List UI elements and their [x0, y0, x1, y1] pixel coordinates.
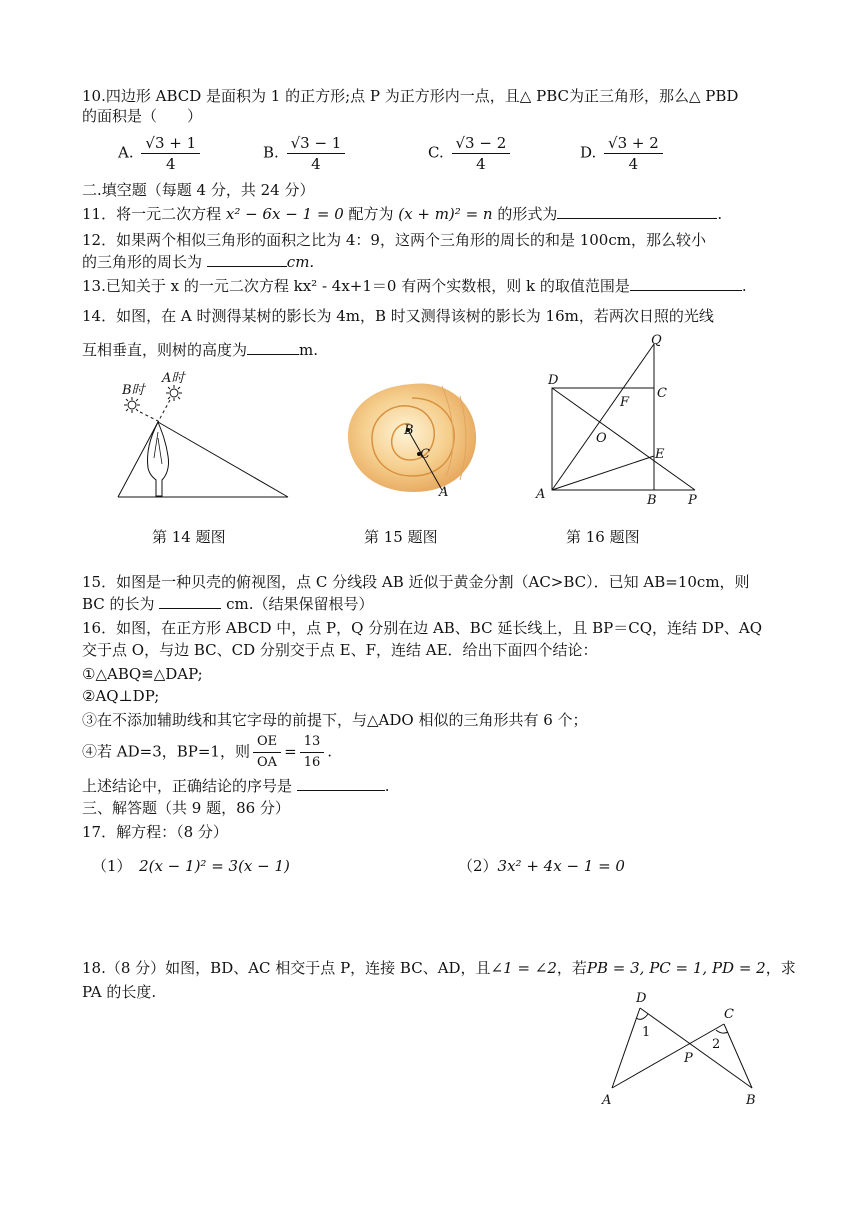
q10-option-a: A. $\frac{√3 + 1}{4}$ — [118, 133, 203, 174]
q16-conclusion-4: ④若 AD=3，BP=1，则 $\frac{OE}{OA}$ = $\frac{13}{16}$ . — [82, 734, 333, 770]
figure-18 — [596, 988, 776, 1112]
section-2-title: 二.填空题（每题 4 分，共 24 分） — [82, 181, 315, 199]
q10-line1: 10.四边形 ABCD 是面积为 1 的正方形;点 P 为正方形内一点，且△ PBC为正三角形，那么△ PBD — [82, 87, 739, 105]
fig15-label-c: C — [420, 447, 430, 462]
q15-line1: 15．如图是一种贝壳的俯视图，点 C 分线段 AB 近似于黄金分割（AC>BC）．已知 AB=10cm，则 — [82, 573, 750, 591]
fig18-label-2: 2 — [712, 1037, 721, 1052]
q16-conclusion-1: ①△ABQ≌△DAP; — [82, 665, 203, 683]
fig18-label-1: 1 — [642, 1025, 651, 1040]
q14-line2: 互相垂直，则树的高度为 m. — [82, 341, 319, 359]
figure-16 — [530, 332, 710, 512]
fig16-label-d: D — [548, 373, 559, 388]
fig15-label-a: A — [439, 485, 449, 500]
q17-title: 17．解方程：（8 分） — [82, 823, 228, 841]
fig18-label-a: A — [602, 1093, 612, 1108]
sun-icon-b — [124, 397, 140, 413]
fig16-label-c: C — [657, 386, 667, 401]
fig16-label-o: O — [596, 431, 607, 446]
q15-line2: BC 的长为 cm.（结果保留根号） — [82, 595, 374, 613]
q17-part-1: （1） 2(x − 1)² = 3(x − 1) — [92, 857, 290, 875]
fig14-label-a: A时 — [162, 371, 185, 386]
q13: 13.已知关于 x 的一元二次方程 kx² - 4x+1＝0 有两个实数根，则 k 的取值范围是 . — [82, 277, 747, 295]
q12-line2: 的三角形的周长为 cm. — [82, 253, 315, 271]
q10-option-b: B. $\frac{√3 - 1}{4}$ — [263, 133, 348, 174]
q11-answer-blank[interactable] — [557, 204, 717, 219]
q12-line1: 12．如果两个相似三角形的面积之比为 4：9，这两个三角形的周长的和是 100cm，那么较小 — [82, 231, 706, 249]
fig18-label-b: B — [746, 1093, 756, 1108]
fig16-label-p: P — [688, 493, 697, 508]
q16-line2: 交于点 O，与边 BC、CD 分别交于点 E、F，连结 AE．给出下面四个结论： — [82, 641, 598, 659]
fig16-line-ae — [552, 456, 654, 490]
q18-line1: 18.（8 分）如图，BD、AC 相交于点 P，连接 BC、AD，且∠1 = ∠2，若PB = 3, PC = 1, PD = 2，求 — [82, 959, 796, 977]
q16-conclusion-3: ③在不添加辅助线和其它字母的前提下，与△ADO 相似的三角形共有 6 个； — [82, 711, 588, 729]
section-3-title: 三、解答题（共 9 题，86 分） — [82, 799, 290, 817]
q16-line1: 16．如图，在正方形 ABCD 中，点 P，Q 分别在边 AB、BC 延长线上，且 BP＝CQ，连结 DP、AQ — [82, 619, 763, 637]
q14-line1: 14．如图，在 A 时测得某树的影长为 4m，B 时又测得该树的影长为 16m，若两次日照的光线 — [82, 307, 714, 325]
fig16-label-e: E — [655, 447, 665, 462]
fig18-line-ad — [612, 1008, 640, 1088]
figure-14 — [110, 368, 300, 508]
fig16-label-a: A — [536, 487, 546, 502]
fig16-label-b: B — [647, 493, 657, 508]
fig16-label-f: F — [620, 395, 630, 410]
fig15-label-b: B — [404, 423, 414, 438]
figure-15 — [342, 376, 482, 501]
q16-conclusion-2: ②AQ⊥DP; — [82, 687, 160, 705]
fig15-caption: 第 15 题图 — [364, 528, 438, 546]
fig16-caption: 第 16 题图 — [566, 528, 640, 546]
q10-option-c: C. $\frac{√3 - 2}{4}$ — [428, 133, 513, 174]
q15-answer-blank[interactable] — [159, 594, 221, 609]
fig14-label-b: B时 — [122, 383, 145, 398]
fig18-angle-2-arc — [716, 1030, 728, 1033]
q11: 11．将一元二次方程 x² − 6x − 1 = 0 配方为 (x + m)² = n 的形式为 . — [82, 205, 723, 223]
q17-part-2: （2）3x² + 4x − 1 = 0 — [458, 857, 625, 875]
fig18-label-d: D — [636, 991, 647, 1006]
fig16-line-aq — [552, 344, 654, 490]
fig16-label-q: Q — [651, 333, 662, 348]
q10-option-d: D. $\frac{√3 + 2}{4}$ — [580, 133, 666, 174]
sun-icon-a — [166, 385, 182, 401]
q16-answer-blank[interactable] — [297, 776, 385, 791]
q14-answer-blank[interactable] — [247, 340, 299, 355]
fig18-label-c: C — [724, 1007, 734, 1022]
q18-line2: PA 的长度. — [82, 983, 157, 1001]
fig14-ray-b-dashed — [140, 412, 160, 422]
fig14-ray-b — [158, 422, 288, 497]
q12-answer-blank[interactable] — [207, 252, 287, 267]
fig14-ray-a-dashed — [158, 400, 170, 422]
q16-last: 上述结论中，正确结论的序号是 . — [82, 777, 390, 795]
fig18-label-p: P — [684, 1051, 693, 1066]
fig14-caption: 第 14 题图 — [152, 528, 226, 546]
q10-line2: 的面积是（ ） — [82, 107, 203, 125]
fig18-line-db — [640, 1008, 752, 1088]
q13-answer-blank[interactable] — [630, 276, 742, 291]
